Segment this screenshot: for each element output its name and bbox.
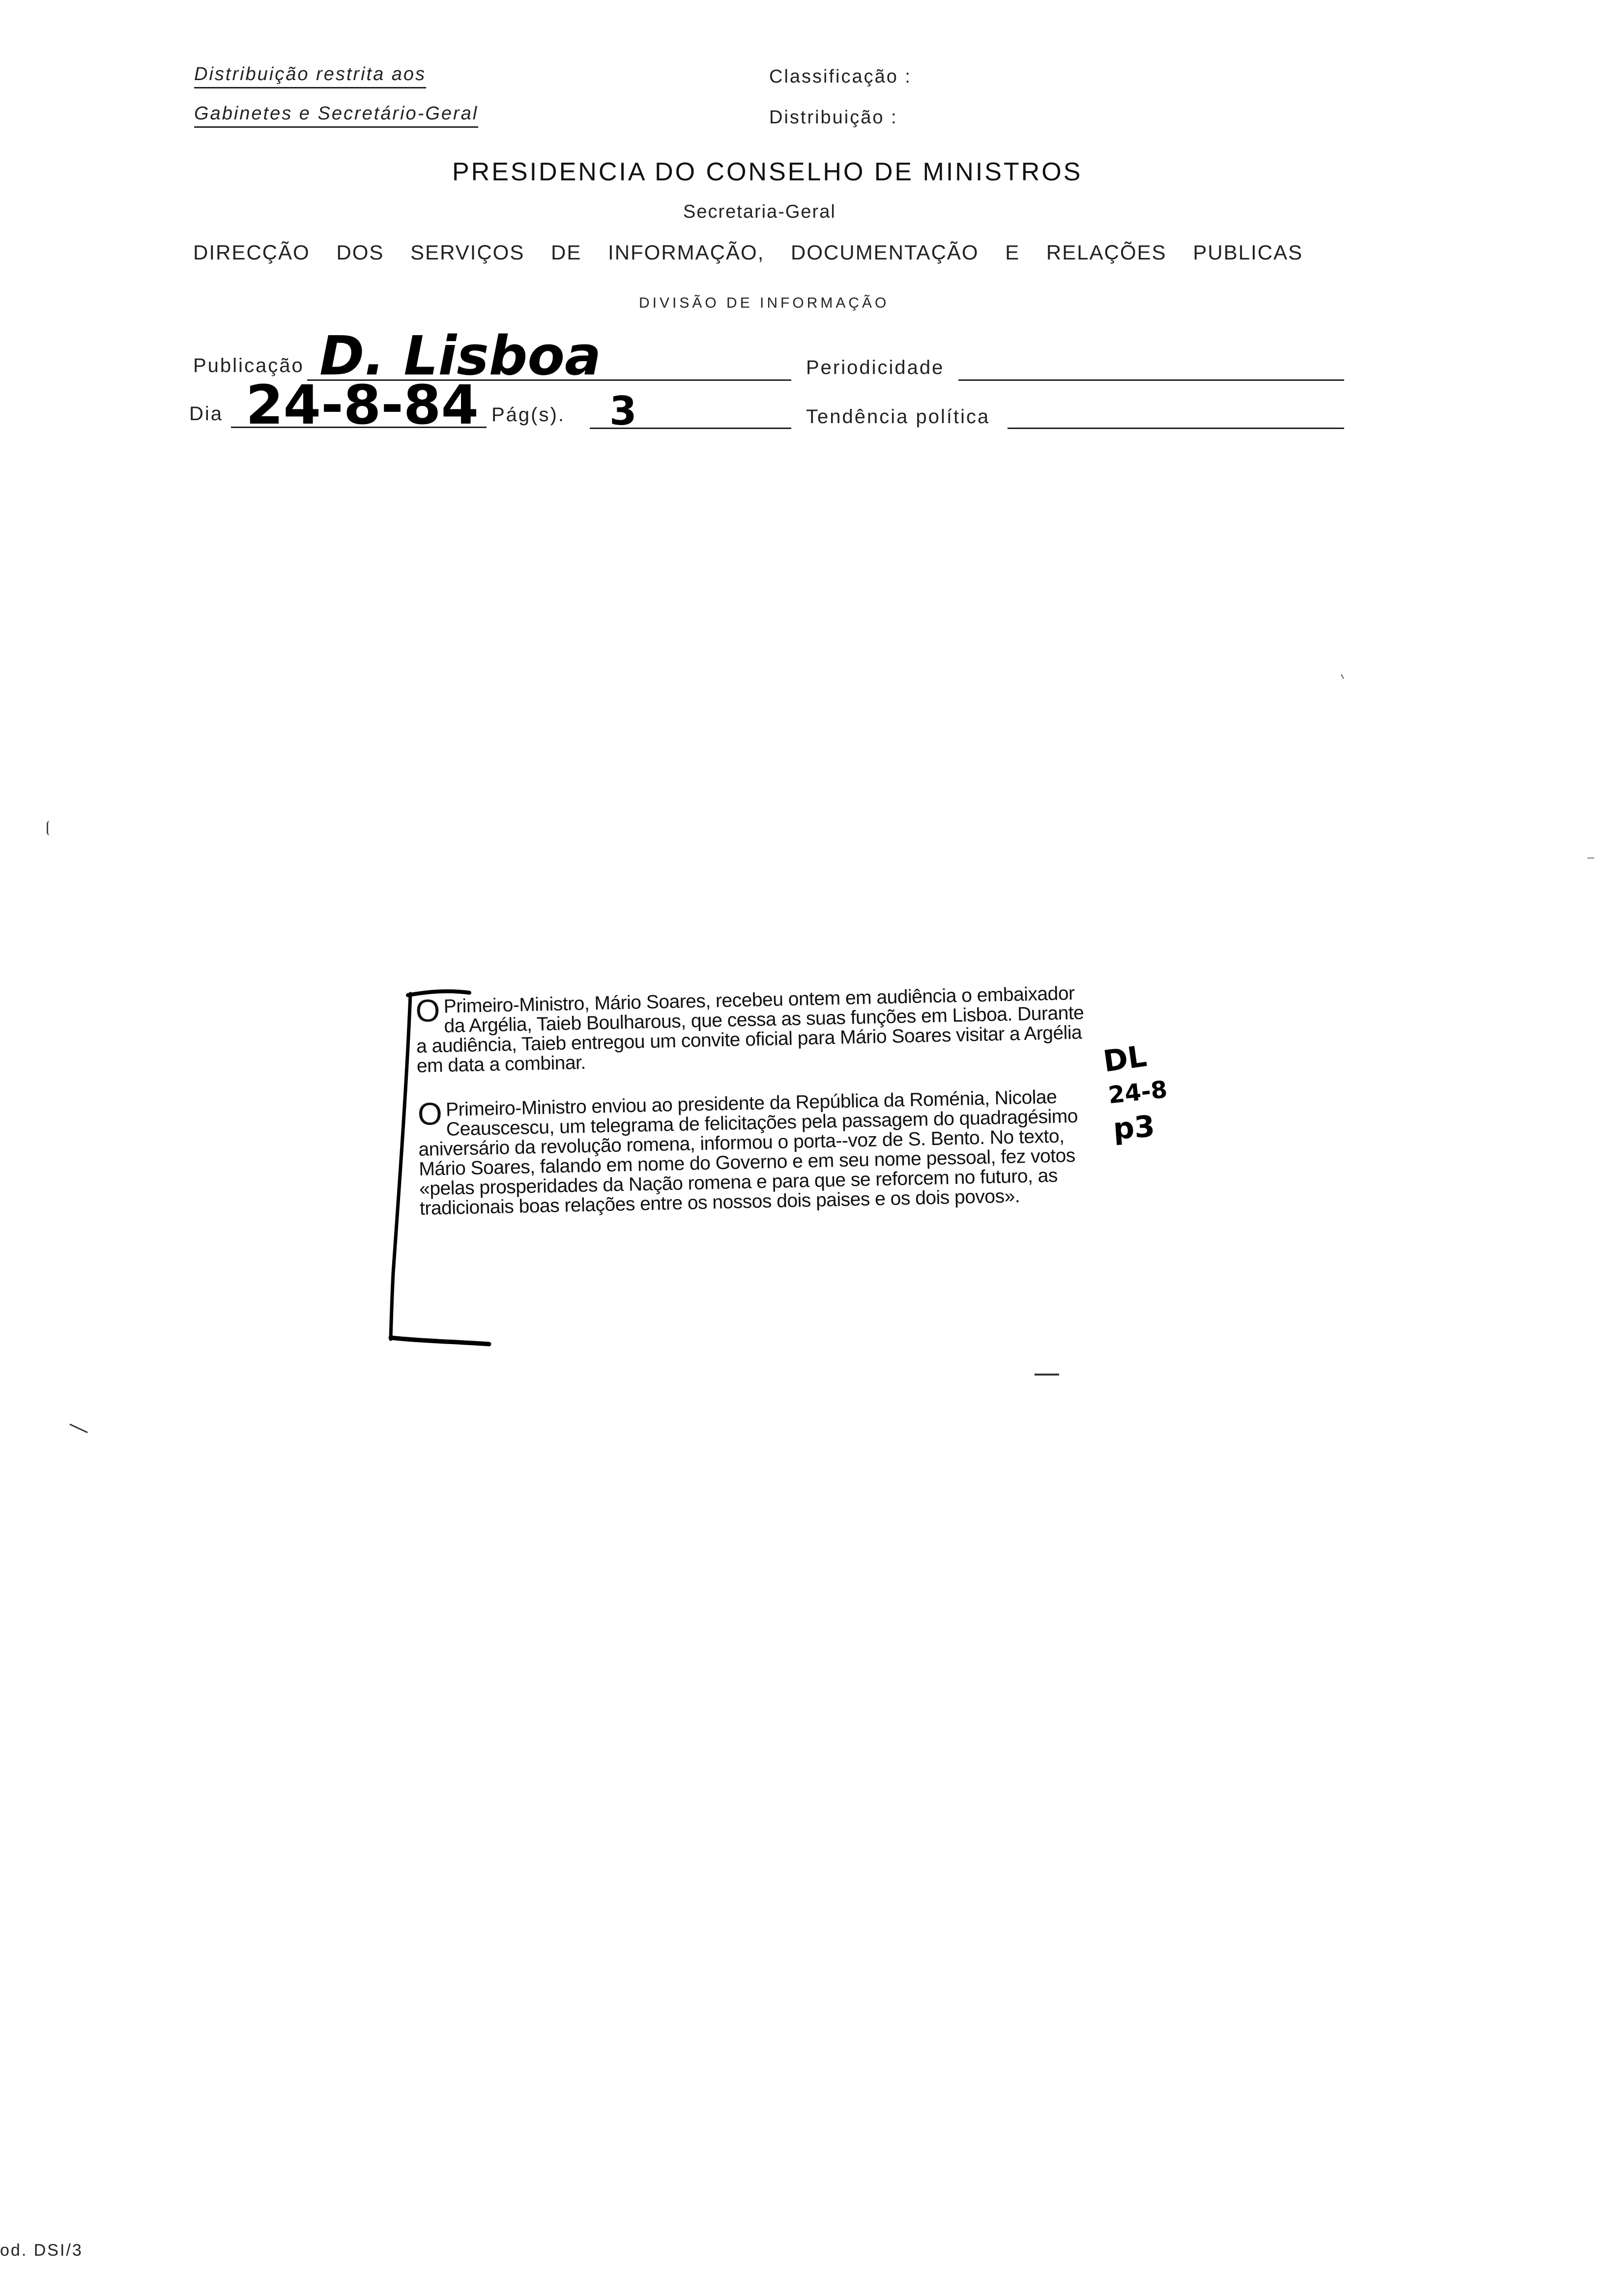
- drop-cap: O: [417, 1095, 442, 1132]
- distribution-note-line-1: Distribuição restrita aos: [194, 64, 426, 88]
- divisao-line: DIVISÃO DE INFORMAÇÃO: [639, 295, 890, 311]
- clipping-paragraph-1: [415, 983, 1100, 1076]
- periodicidade-label: Periodicidade: [806, 357, 945, 378]
- dia-handwritten-value: 24-8-84: [246, 373, 479, 436]
- tendencia-label: Tendência política: [806, 406, 990, 428]
- margin-note-publication: DL: [1101, 1039, 1149, 1079]
- periodicidade-line: [958, 379, 1344, 381]
- drop-cap: O: [415, 992, 440, 1029]
- scan-mark: [1035, 1374, 1059, 1376]
- pags-handwritten-value: 3: [609, 388, 637, 434]
- scan-mark: [1587, 858, 1594, 859]
- form-code: od. DSI/3: [0, 2241, 83, 2260]
- scan-mark: [1341, 673, 1347, 679]
- scan-mark: [69, 1424, 88, 1434]
- news-clipping: [415, 983, 1103, 1219]
- distribution-note-line-2: Gabinetes e Secretário-Geral: [194, 103, 478, 128]
- publicacao-handwritten-value: D. Lisboa: [319, 324, 602, 387]
- margin-note-date: 24-8: [1107, 1075, 1169, 1110]
- pags-label: Pág(s).: [491, 404, 565, 426]
- clipping-paragraph-2: [417, 1087, 1103, 1219]
- distribuicao-label: Distribuição :: [769, 107, 898, 128]
- page-title: PRESIDENCIA DO CONSELHO DE MINISTROS: [452, 158, 1083, 186]
- paragraph-text: Primeiro-Ministro, Mário Soares, recebeu ontem em audiência o embaixador da Argélia, Taieb Boulharous, que cessa as suas funções em Lisboa. Durante a audiência, Taieb entregou um convite oficial para Mário Soares visitar a Argélia em data a combinar.: [416, 982, 1084, 1077]
- dia-label: Dia: [189, 403, 224, 425]
- direccao-line: DIRECÇÃO DOS SERVIÇOS DE INFORMAÇÃO, DOCUMENTAÇÃO E RELAÇÕES PUBLICAS: [193, 241, 1303, 264]
- classificacao-label: Classificação :: [769, 66, 912, 87]
- publicacao-label: Publicação: [193, 355, 304, 376]
- tendencia-line: [1008, 428, 1344, 429]
- margin-note-page: p3: [1112, 1109, 1156, 1147]
- scan-mark: [47, 821, 53, 835]
- page-subtitle: Secretaria-Geral: [683, 201, 836, 222]
- paragraph-text: Primeiro-Ministro enviou ao presidente da República da Roménia, Nicolae Ceauscescu, um telegrama de felicitações pela passagem do quadragésimo aniversário da revolução romena, informou o porta--voz de S. Bento. No texto, Mário Soares, falando em nome do Governo e em seu nome pessoal, fez votos «pelas prosperidades da Nação romena e para que se reforcem no futuro, as tradicionais boas relações entre os nossos dois paises e os dois povos».: [418, 1086, 1078, 1219]
